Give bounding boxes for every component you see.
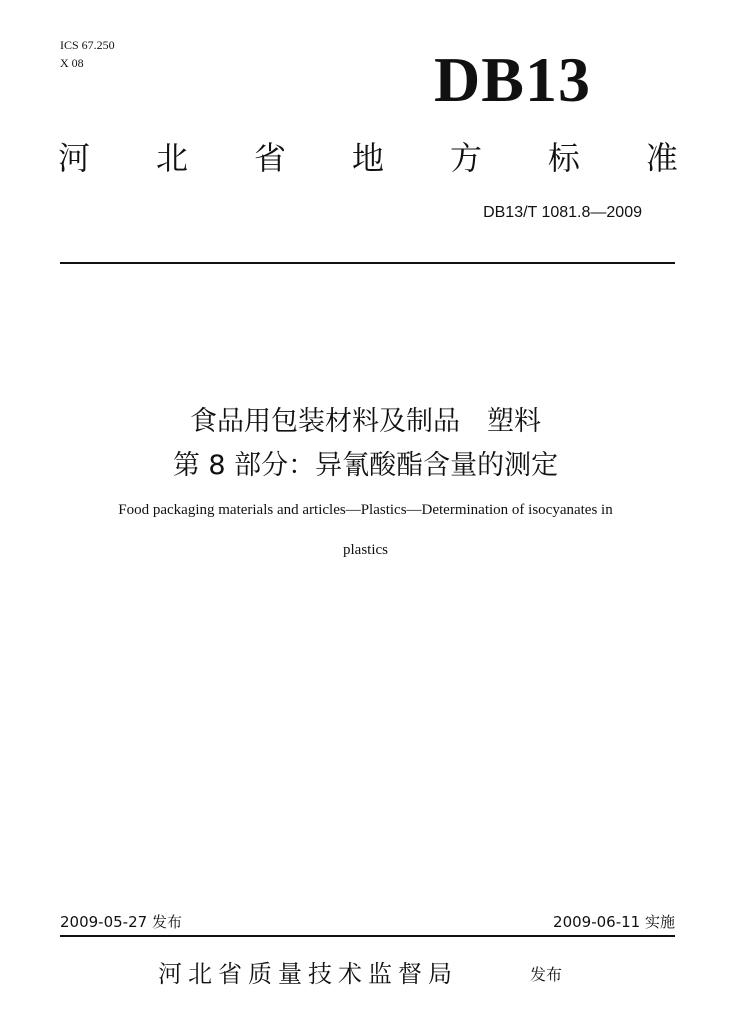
standard-type-char: 准	[645, 139, 678, 177]
standard-type-char: 省	[253, 139, 286, 177]
title-zh-line-2: 第 8 部分：异氰酸酯含量的测定	[172, 450, 559, 481]
standard-type-char: 地	[351, 139, 384, 177]
title-zh-line-1: 食品用包装材料及制品 塑料	[190, 406, 541, 437]
standard-type-char: 河	[58, 139, 91, 177]
publisher-name: 河北省质量技术监督局	[158, 960, 458, 988]
title-en-line-2: plastics	[343, 542, 388, 558]
ics-code: ICS 67.250	[60, 38, 115, 52]
top-divider	[60, 262, 675, 264]
issue-date: 2009-05-27 发布	[60, 913, 182, 931]
standard-type-heading	[58, 136, 678, 180]
standard-type-char: 北	[155, 139, 188, 177]
standard-type-char: 标	[547, 139, 580, 177]
title-en-line-1: Food packaging materials and articles—Plastics—Determination of isocyanates in	[118, 502, 613, 518]
implementation-date: 2009-06-11 实施	[553, 913, 675, 931]
standard-number: DB13/T 1081.8—2009	[483, 204, 642, 221]
standard-logo: DB13	[434, 44, 591, 115]
publish-label: 发布	[530, 965, 563, 984]
bottom-divider	[60, 935, 675, 937]
standard-type-char: 方	[449, 139, 482, 177]
classification-code: X 08	[60, 56, 84, 70]
